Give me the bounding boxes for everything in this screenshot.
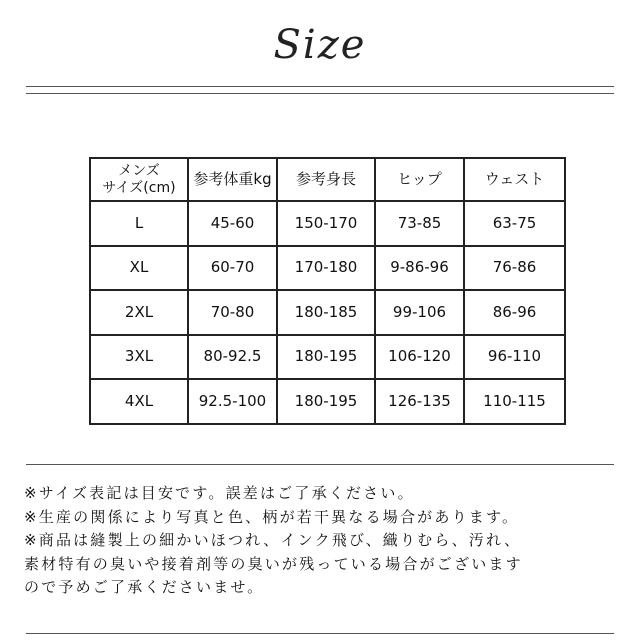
cell-size: L bbox=[90, 201, 188, 246]
cell-size: 2XL bbox=[90, 290, 188, 335]
cell-waist: 86-96 bbox=[464, 290, 565, 335]
note-line: ※生産の関係により写真と色、柄が若干異なる場合があります。 bbox=[24, 507, 520, 526]
cell-height: 180-195 bbox=[277, 379, 375, 424]
size-table bbox=[89, 157, 566, 425]
table-row bbox=[90, 246, 565, 291]
header-hip: ヒップ bbox=[375, 158, 464, 201]
cell-waist: 110-115 bbox=[464, 379, 565, 424]
header-weight: 参考体重kg bbox=[188, 158, 277, 201]
cell-height: 180-195 bbox=[277, 335, 375, 380]
size-table-header-row bbox=[90, 158, 565, 201]
divider-top-1 bbox=[26, 86, 614, 87]
cell-weight: 60-70 bbox=[188, 246, 277, 291]
header-height: 参考身長 bbox=[277, 158, 375, 201]
note-line: ※商品は縫製上の細かいほつれ、インク飛び、織りむら、汚れ、 bbox=[24, 531, 522, 549]
cell-weight: 45-60 bbox=[188, 201, 277, 246]
cell-waist: 96-110 bbox=[464, 335, 565, 380]
note-line: ので予めご了承くださいませ。 bbox=[24, 578, 265, 596]
cell-weight: 80-92.5 bbox=[188, 335, 277, 380]
cell-height: 150-170 bbox=[277, 201, 375, 246]
table-row bbox=[90, 335, 565, 380]
header-size: メンズ サイズ(cm) bbox=[90, 158, 188, 201]
table-row bbox=[90, 290, 565, 335]
cell-weight: 70-80 bbox=[188, 290, 277, 335]
cell-hip: 99-106 bbox=[375, 290, 464, 335]
divider-top-2 bbox=[26, 93, 614, 94]
cell-hip: 73-85 bbox=[375, 201, 464, 246]
cell-height: 180-185 bbox=[277, 290, 375, 335]
page-title: Size bbox=[273, 22, 367, 68]
cell-height: 170-180 bbox=[277, 246, 375, 291]
note-line: ※サイズ表記は目安です。誤差はご了承ください。 bbox=[24, 484, 415, 502]
cell-weight: 92.5-100 bbox=[188, 379, 277, 424]
table-row bbox=[90, 201, 565, 246]
cell-size: XL bbox=[90, 246, 188, 291]
header-waist: ウェスト bbox=[464, 158, 565, 201]
divider-notes-top bbox=[26, 464, 614, 465]
cell-hip: 126-135 bbox=[375, 379, 464, 424]
table-row bbox=[90, 379, 565, 424]
cell-waist: 76-86 bbox=[464, 246, 565, 291]
notes-block bbox=[24, 482, 624, 600]
divider-notes-bottom bbox=[26, 633, 614, 634]
note-line: 素材特有の臭いや接着剤等の臭いが残っている場合がございます bbox=[24, 554, 523, 573]
cell-hip: 106-120 bbox=[375, 335, 464, 380]
cell-size: 4XL bbox=[90, 379, 188, 424]
cell-hip: 9-86-96 bbox=[375, 246, 464, 291]
cell-size: 3XL bbox=[90, 335, 188, 380]
cell-waist: 63-75 bbox=[464, 201, 565, 246]
